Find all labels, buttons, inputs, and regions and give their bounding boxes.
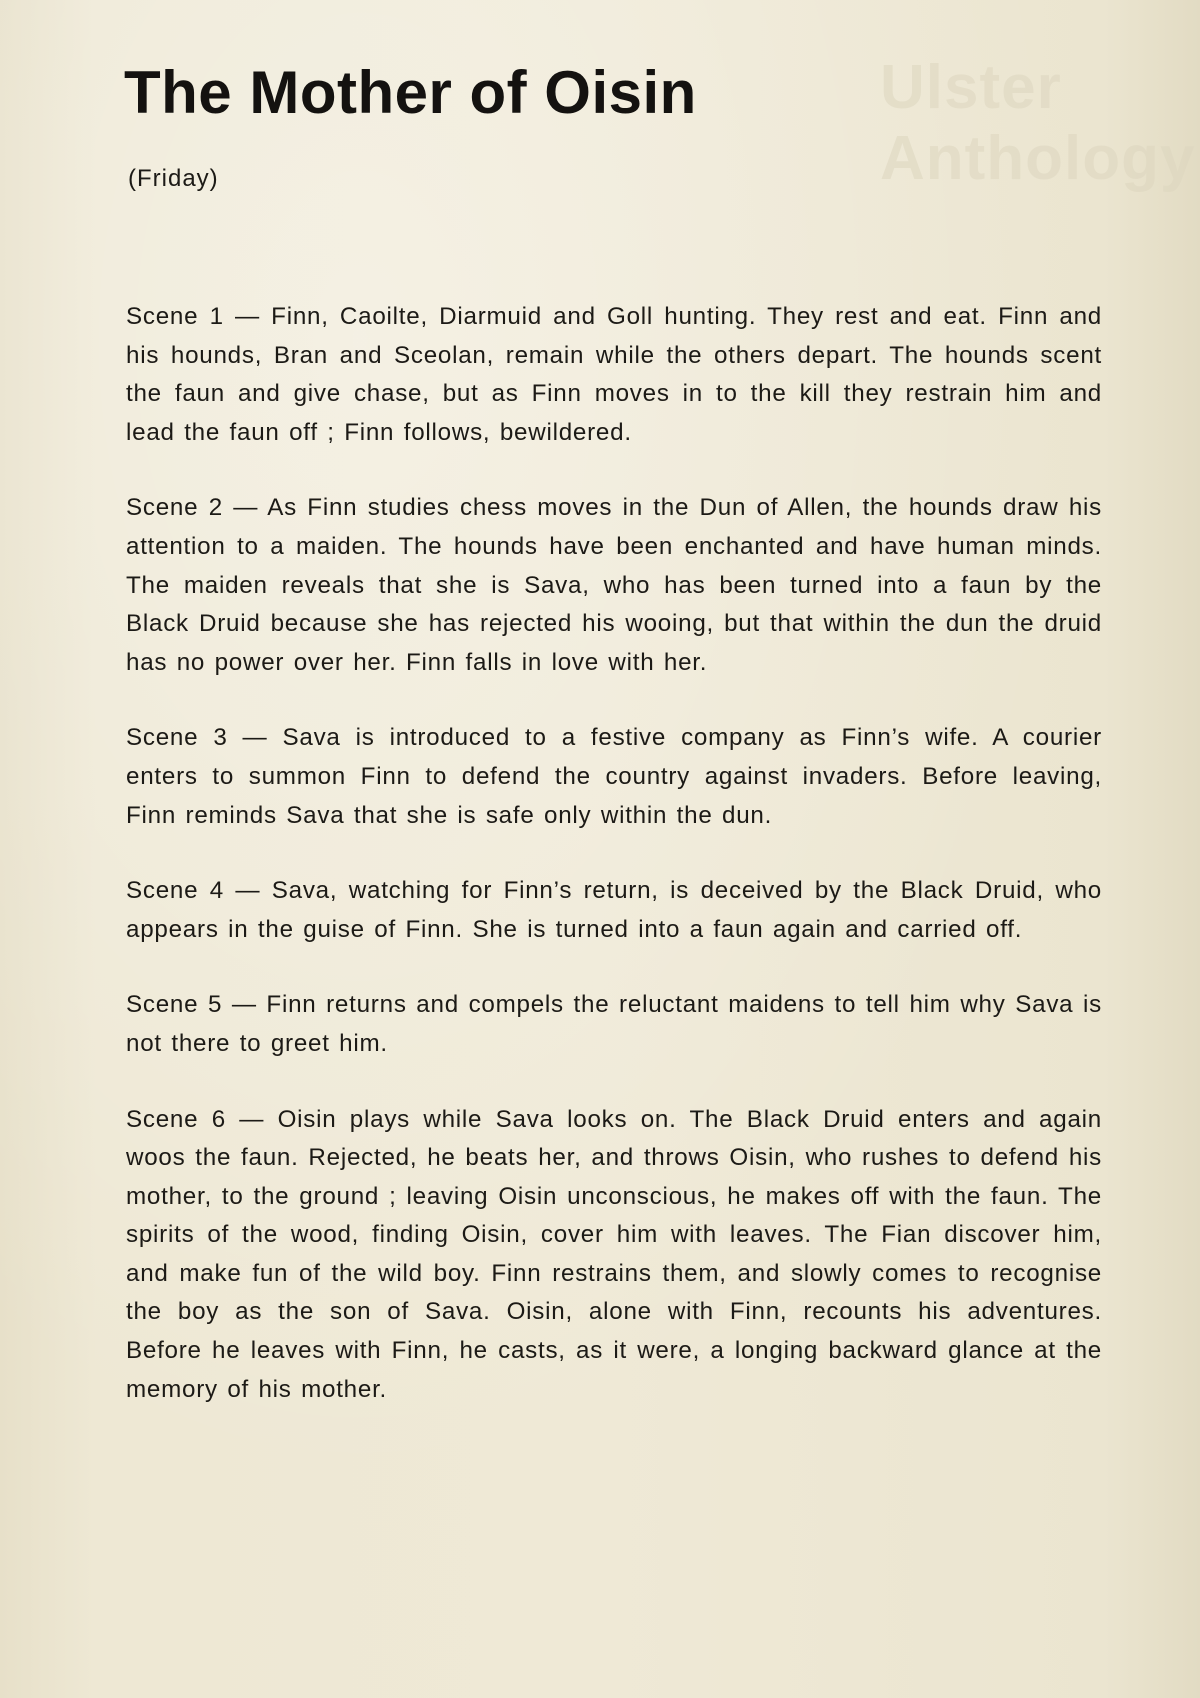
page-title: The Mother of Oisin [124,59,697,126]
page-subtitle: (Friday) [128,165,219,192]
scene-5-paragraph: Scene 5 — Finn returns and compels the reluctant maidens to tell him why Sava is not there to greet him. [126,991,1102,1057]
scene-6-paragraph: Scene 6 — Oisin plays while Sava looks on. The Black Druid enters and again woos the faun. Rejected, he beats her, and throws Oisin, who rushes to defend his mother, to the ground ; leaving Oisin unconscious, he makes off with the faun. The spirits of the wood, finding Oisin, cover him with leaves. The Fian discover him, and make fun of the wild boy. Finn restrains them, and slowly comes to recognise the boy as the son of Sava. Oisin, alone with Finn, recounts his adventures. Before he leaves with Finn, he casts, as it were, a longing backward glance at the memory of his mother. [126,1105,1102,1403]
scene-4-paragraph: Scene 4 — Sava, watching for Finn’s return, is deceived by the Black Druid, who appears in the guise of Finn. She is turned into a faun again and carried off. [126,877,1102,943]
scene-2-paragraph: Scene 2 — As Finn studies chess moves in the Dun of Allen, the hounds draw his attention to a maiden. The hounds have been enchanted and have human minds. The maiden reveals that she is Sava, who has been turned into a faun by the Black Druid because she has rejected his wooing, but that within the dun the druid has no power over her. Finn falls in love with her. [126,494,1102,676]
scene-1-paragraph: Scene 1 — Finn, Caoilte, Diarmuid and Goll hunting. They rest and eat. Finn and his hounds, Bran and Sceolan, remain while the others depart. The hounds scent the faun and give chase, but as Finn moves in to the kill they restrain him and lead the faun off ; Finn follows, bewildered. [126,303,1102,446]
show-through-title: Ulster Anthology [880,53,1196,193]
scene-list [126,298,1102,1446]
scene-3-paragraph: Scene 3 — Sava is introduced to a festive company as Finn’s wife. A courier enters to summon Finn to defend the country against invaders. Before leaving, Finn reminds Sava that she is safe only within the dun. [126,724,1102,829]
